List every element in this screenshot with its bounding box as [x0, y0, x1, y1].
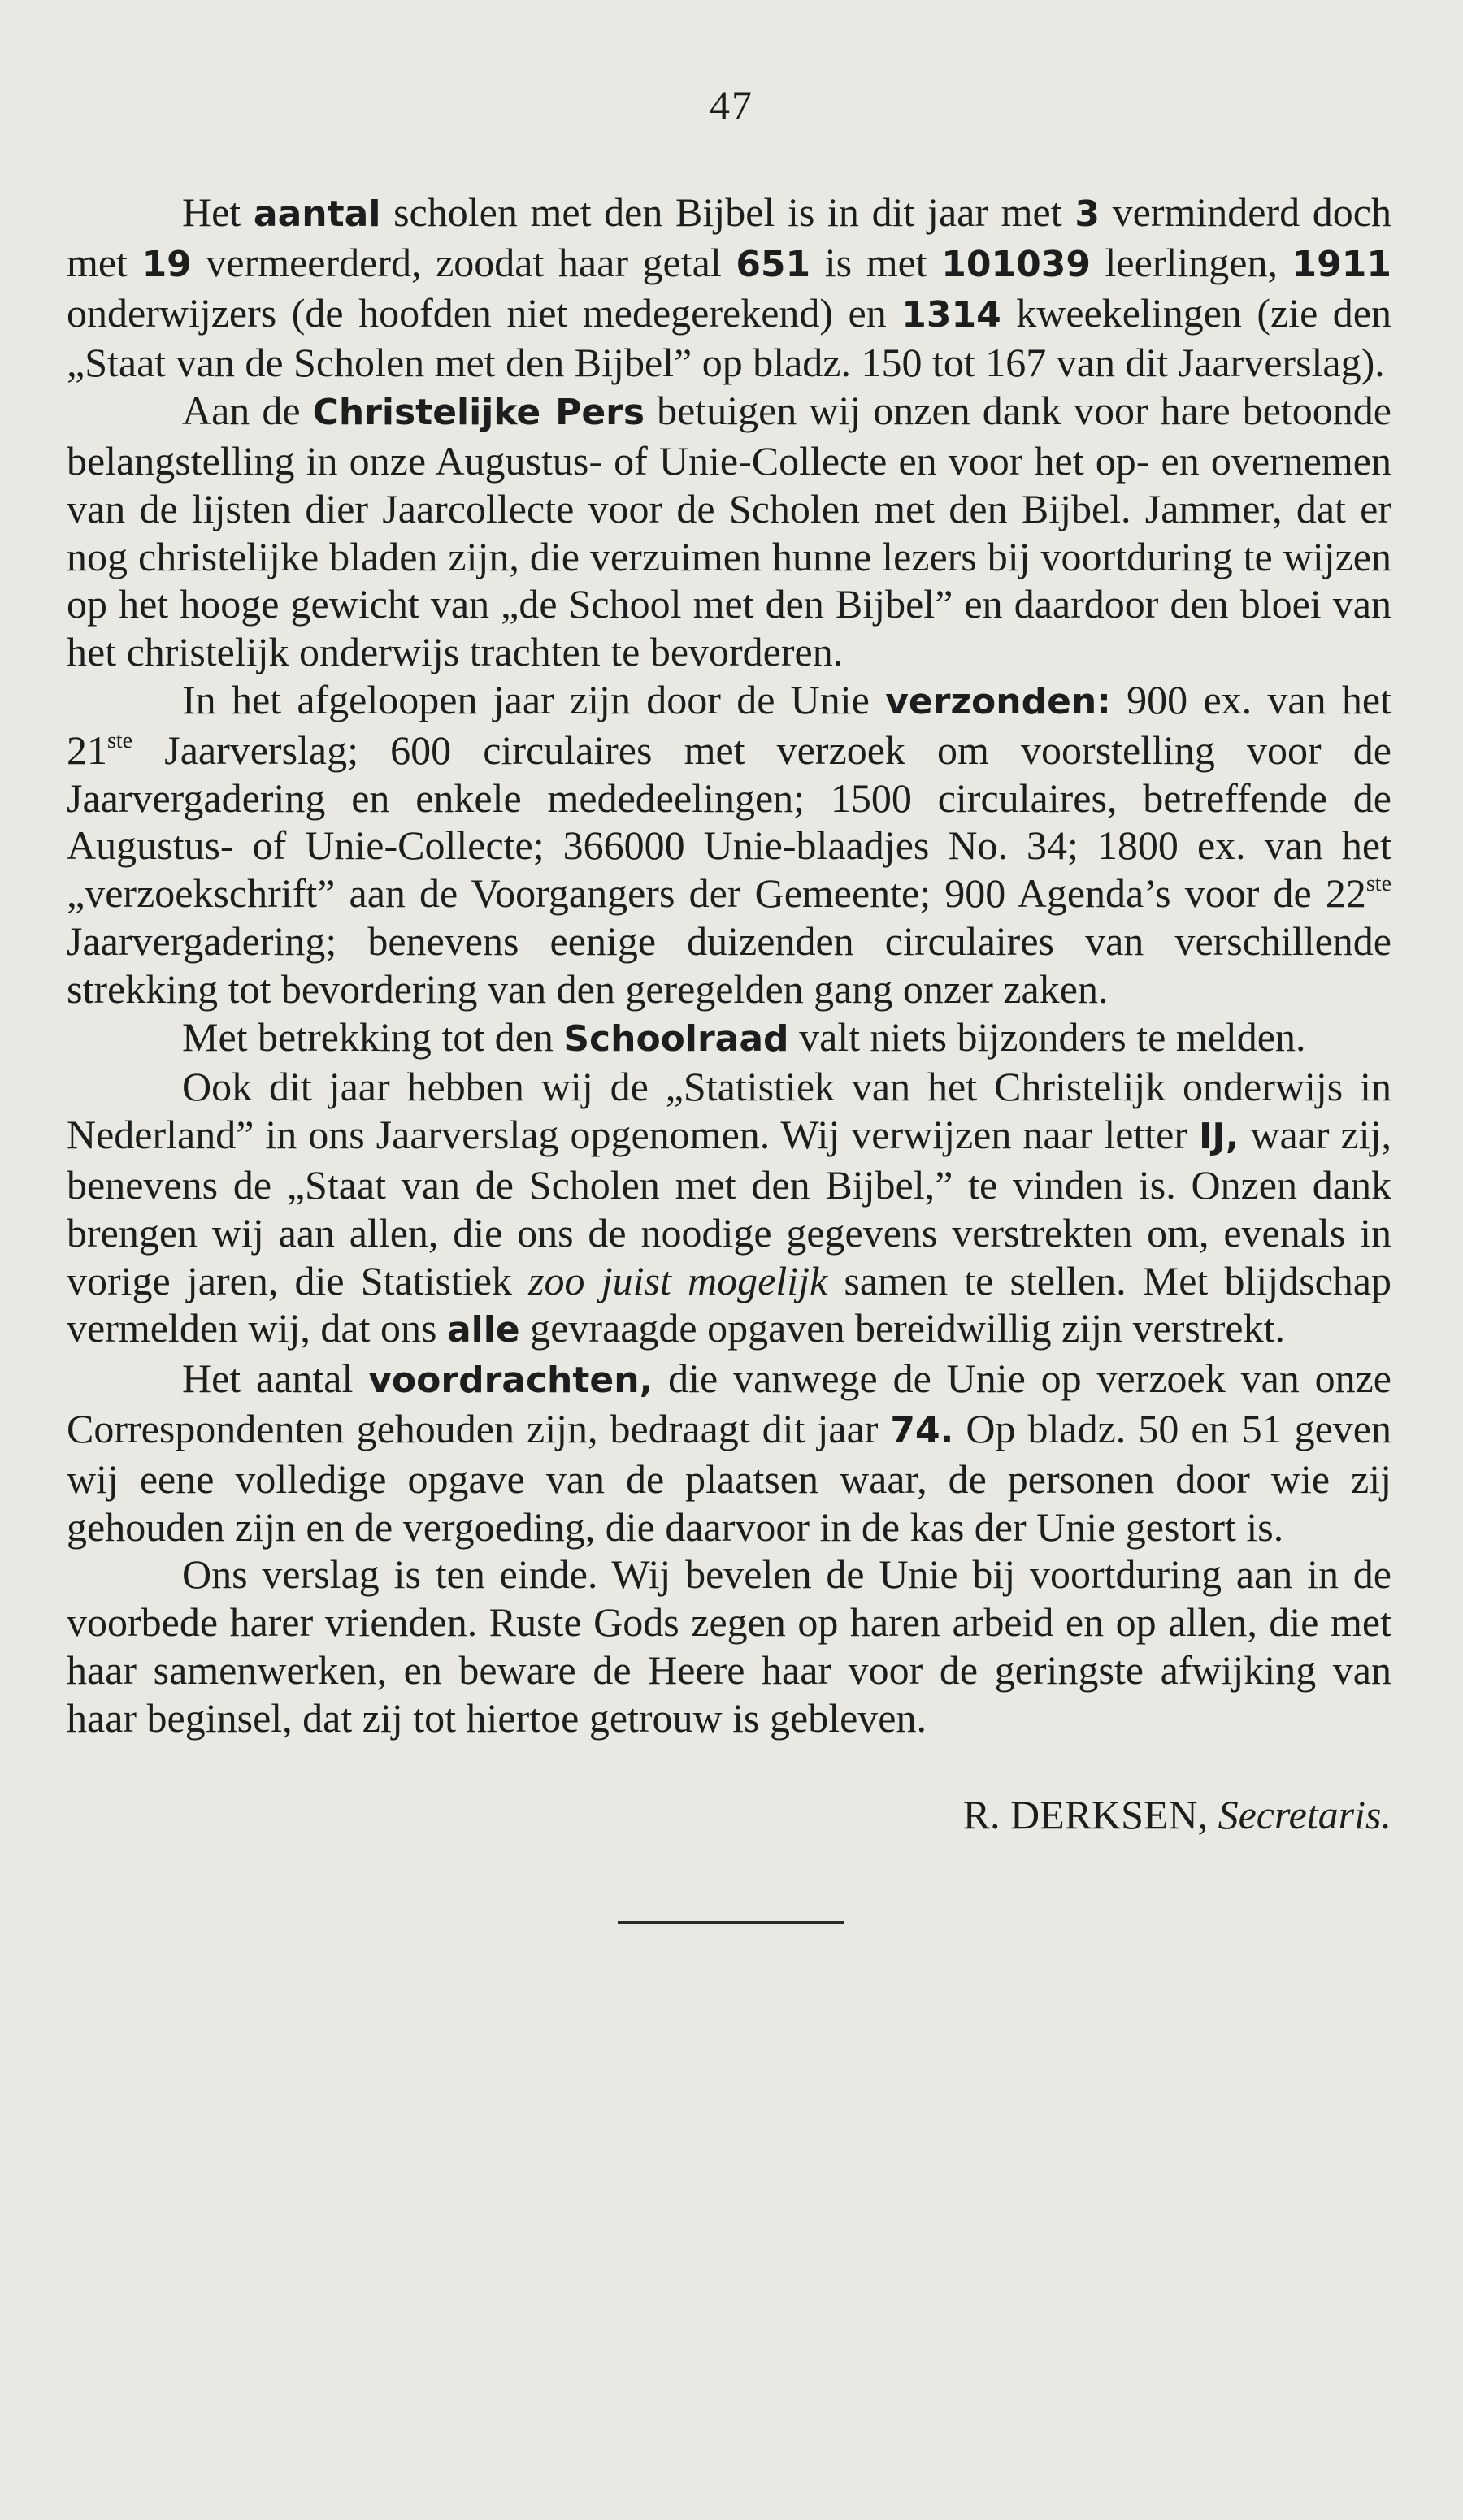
- signature: [963, 1791, 1391, 1838]
- paragraph-school-count: Het aantal scholen met den Bijbel is in dit jaar met 3 verminderd doch met 19 vermeerderd, zoodat haar getal 651 is met 101039 leerlingen, 1911 onderwijzers (de hoofden niet medegerekend) en 1314 kweekelingen (zie den „Staat van de Scholen met den Bijbel” op bladz. 150 tot 167 van dit Jaarverslag).: [67, 189, 1391, 386]
- signature-title: Secretaris.: [1218, 1792, 1391, 1837]
- paragraph-lectures: Het aantal voordrachten, die vanwege de Unie op verzoek van onze Correspondenten gehouden zijn, bedraagt dit jaar 74. Op bladz. 50 en 51 geven wij eene volledige opgave van de plaatsen waar, de personen door wie zij gehouden zijn en de vergoeding, die daarvoor in de kas der Unie gestort is.: [67, 1355, 1391, 1550]
- page-number: 47: [710, 82, 753, 128]
- body-text: [67, 189, 1391, 1742]
- paragraph-closing: Ons verslag is ten einde. Wij bevelen de Unie bij voortduring aan in de voorbede harer vrienden. Ruste Gods zegen op haren arbeid en op allen, die met haar samenwerken, en beware de Heere haar voor de geringste afwijking van haar beginsel, dat zij tot hiertoe getrouw is gebleven.: [67, 1551, 1391, 1741]
- paragraph-sent-items: In het afgeloopen jaar zijn door de Unie verzonden: 900 ex. van het 21ste Jaarverslag; 600 circulaires met verzoek om voorstelling voor de Jaarvergadering en enkele mededeelingen; 1500 circulaires, betreffende de Augustus- of Unie-Collecte; 366000 Unie-blaadjes No. 34; 1800 ex. van het „verzoekschrift” aan de Voorgangers der Gemeente; 900 Agenda’s voor de 22ste Jaarvergadering; benevens eenige duizenden circulaires van verschillende strekking tot bevordering van den geregelden gang onzer zaken.: [67, 676, 1392, 1012]
- paragraph-christian-press: Aan de Christelijke Pers betuigen wij onzen dank voor hare betoonde belangstelling in onze Augustus- of Unie-Collecte en voor het op- en overnemen van de lijsten dier Jaarcollecte voor de Scholen met den Bijbel. Jammer, dat er nog christelijke bladen zijn, die verzuimen hunne lezers bij voortduring te wijzen op het hooge gewicht van „de School met den Bijbel” en daardoor den bloei van het christelijk onderwijs trachten te bevorderen.: [67, 388, 1391, 675]
- paragraph-statistics: Ook dit jaar hebben wij de „Statistiek van het Christelijk onderwijs in Nederland” in ons Jaarverslag opgenomen. Wij verwijzen naar letter IJ, waar zij, benevens de „Staat van de Scholen met den Bijbel,” te vinden is. Onzen dank brengen wij aan allen, die ons de noodige gegevens verstrekten om, evenals in vorige jaren, die Statistiek zoo juist mogelijk samen te stellen. Met blijdschap vermelden wij, dat ons alle gevraagde opgaven bereidwillig zijn verstrekt.: [67, 1064, 1392, 1351]
- signature-name: R. DERKSEN,: [962, 1792, 1209, 1837]
- closing-rule: [618, 1921, 844, 1924]
- paragraph-school-council: Met betrekking tot den Schoolraad valt niets bijzonders te melden.: [182, 1013, 1306, 1060]
